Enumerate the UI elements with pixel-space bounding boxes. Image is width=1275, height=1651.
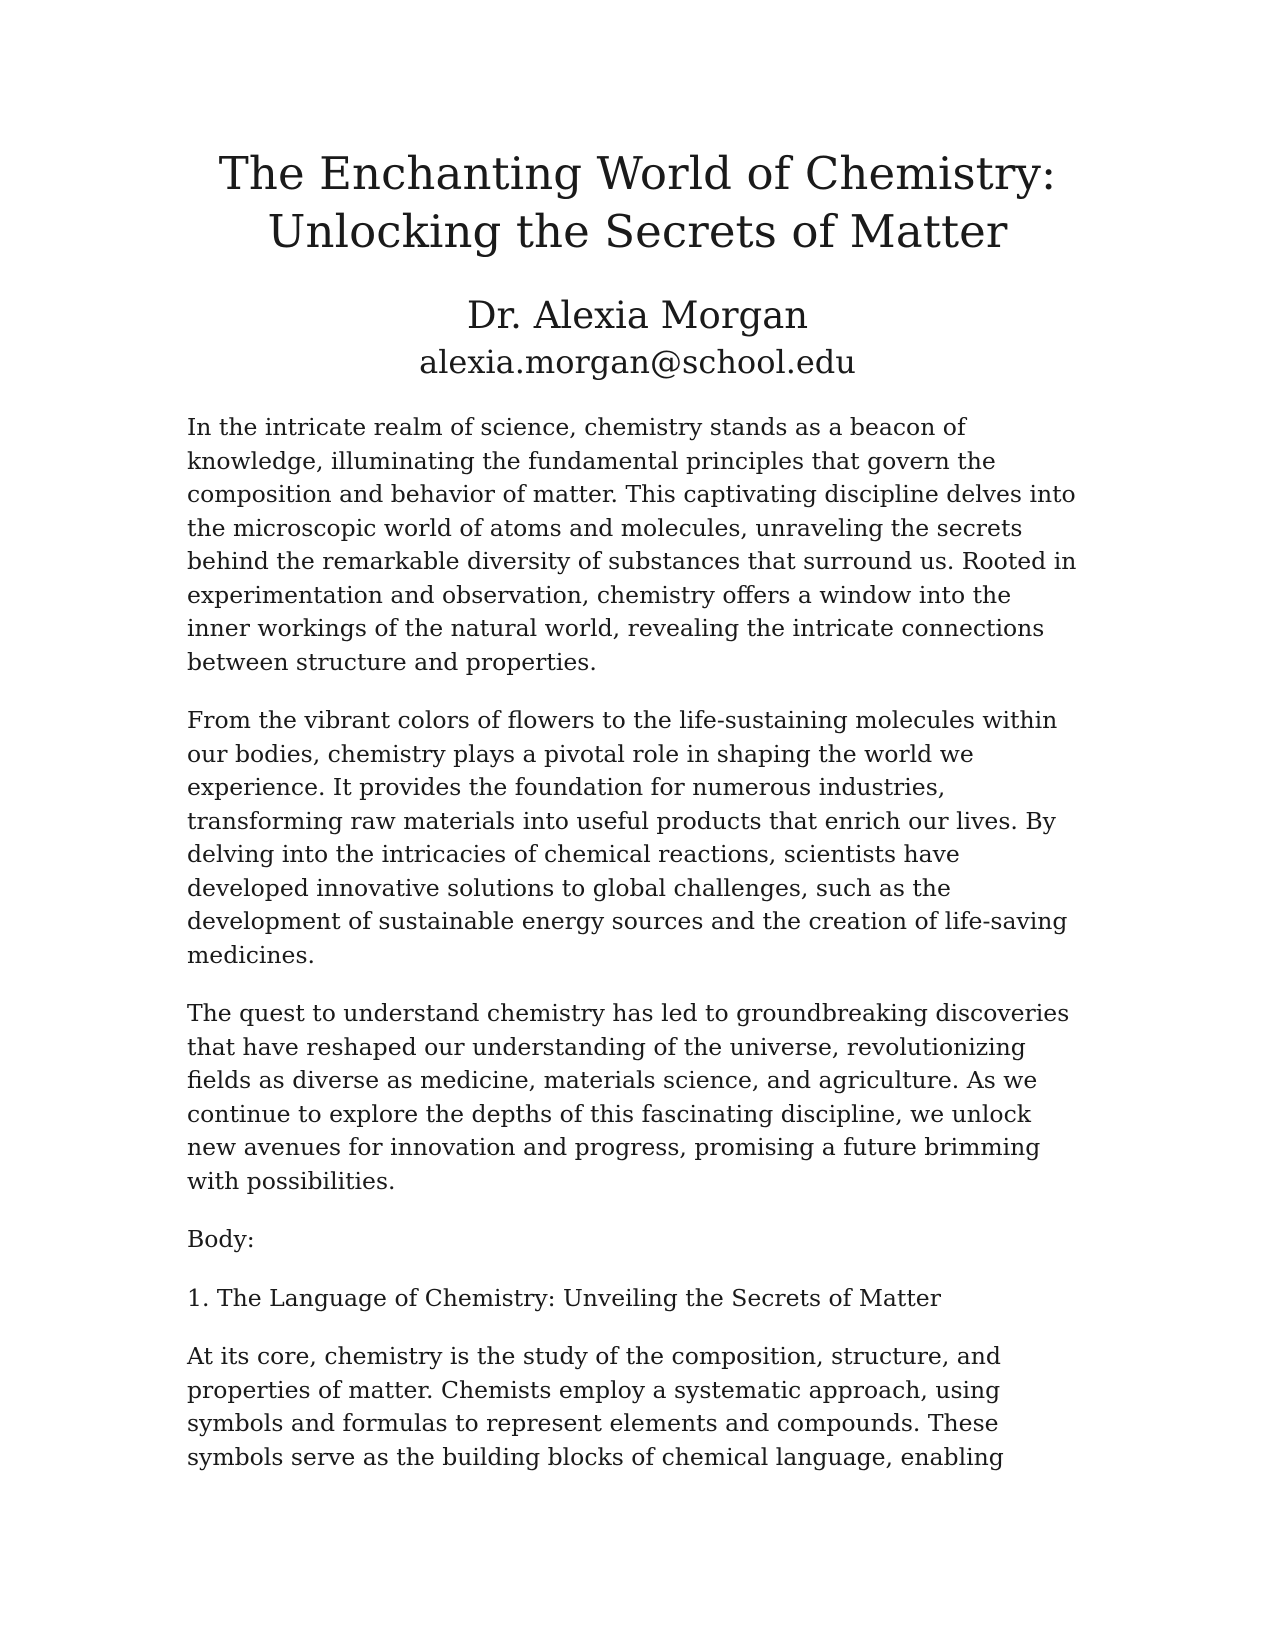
author-name: Dr. Alexia Morgan xyxy=(466,294,809,337)
document-title: The Enchanting World of Chemistry: Unlocking the Secrets of Matter xyxy=(218,147,1057,258)
author-email: alexia.morgan@school.edu xyxy=(419,343,856,381)
document-body xyxy=(187,411,1077,1499)
section-label-body: Body: xyxy=(187,1225,255,1253)
paragraph-intro-2: From the vibrant colors of flowers to the life-sustaining molecules within our bodies, chemistry plays a pivotal role in shaping the world we experience. It provides the foundation for numerous industries, transforming raw materials into useful products that enrich our lives. By delving into the intricacies of chemical reactions, scientists have developed innovative solutions to global challenges, such as the development of sustainable energy sources and the creation of life-saving medicines. xyxy=(187,706,1068,969)
paragraph-section-1: At its core, chemistry is the study of the composition, structure, and properties of matter. Chemists employ a systematic approach, using symbols and formulas to represent elements and compounds. These symbols serve as the building blocks of chemical language, enabling xyxy=(187,1342,1004,1471)
paragraph-intro-3: The quest to understand chemistry has led to groundbreaking discoveries that have reshaped our understanding of the universe, revolutionizing fields as diverse as medicine, materials science, and agriculture. As we continue to explore the depths of this fascinating discipline, we unlock new avenues for innovation and progress, promising a future brimming with possibilities. xyxy=(187,999,1070,1195)
section-heading-1: 1. The Language of Chemistry: Unveiling the Secrets of Matter xyxy=(187,1283,941,1312)
paragraph-intro-1: In the intricate realm of science, chemistry stands as a beacon of knowledge, illuminating the fundamental principles that govern the composition and behavior of matter. This captivating discipline delves into the microscopic world of atoms and molecules, unraveling the secrets behind the remarkable diversity of substances that surround us. Rooted in experimentation and observation, chemistry offers a window into the inner workings of the natural world, revealing the intricate connections between structure and properties. xyxy=(187,413,1077,676)
